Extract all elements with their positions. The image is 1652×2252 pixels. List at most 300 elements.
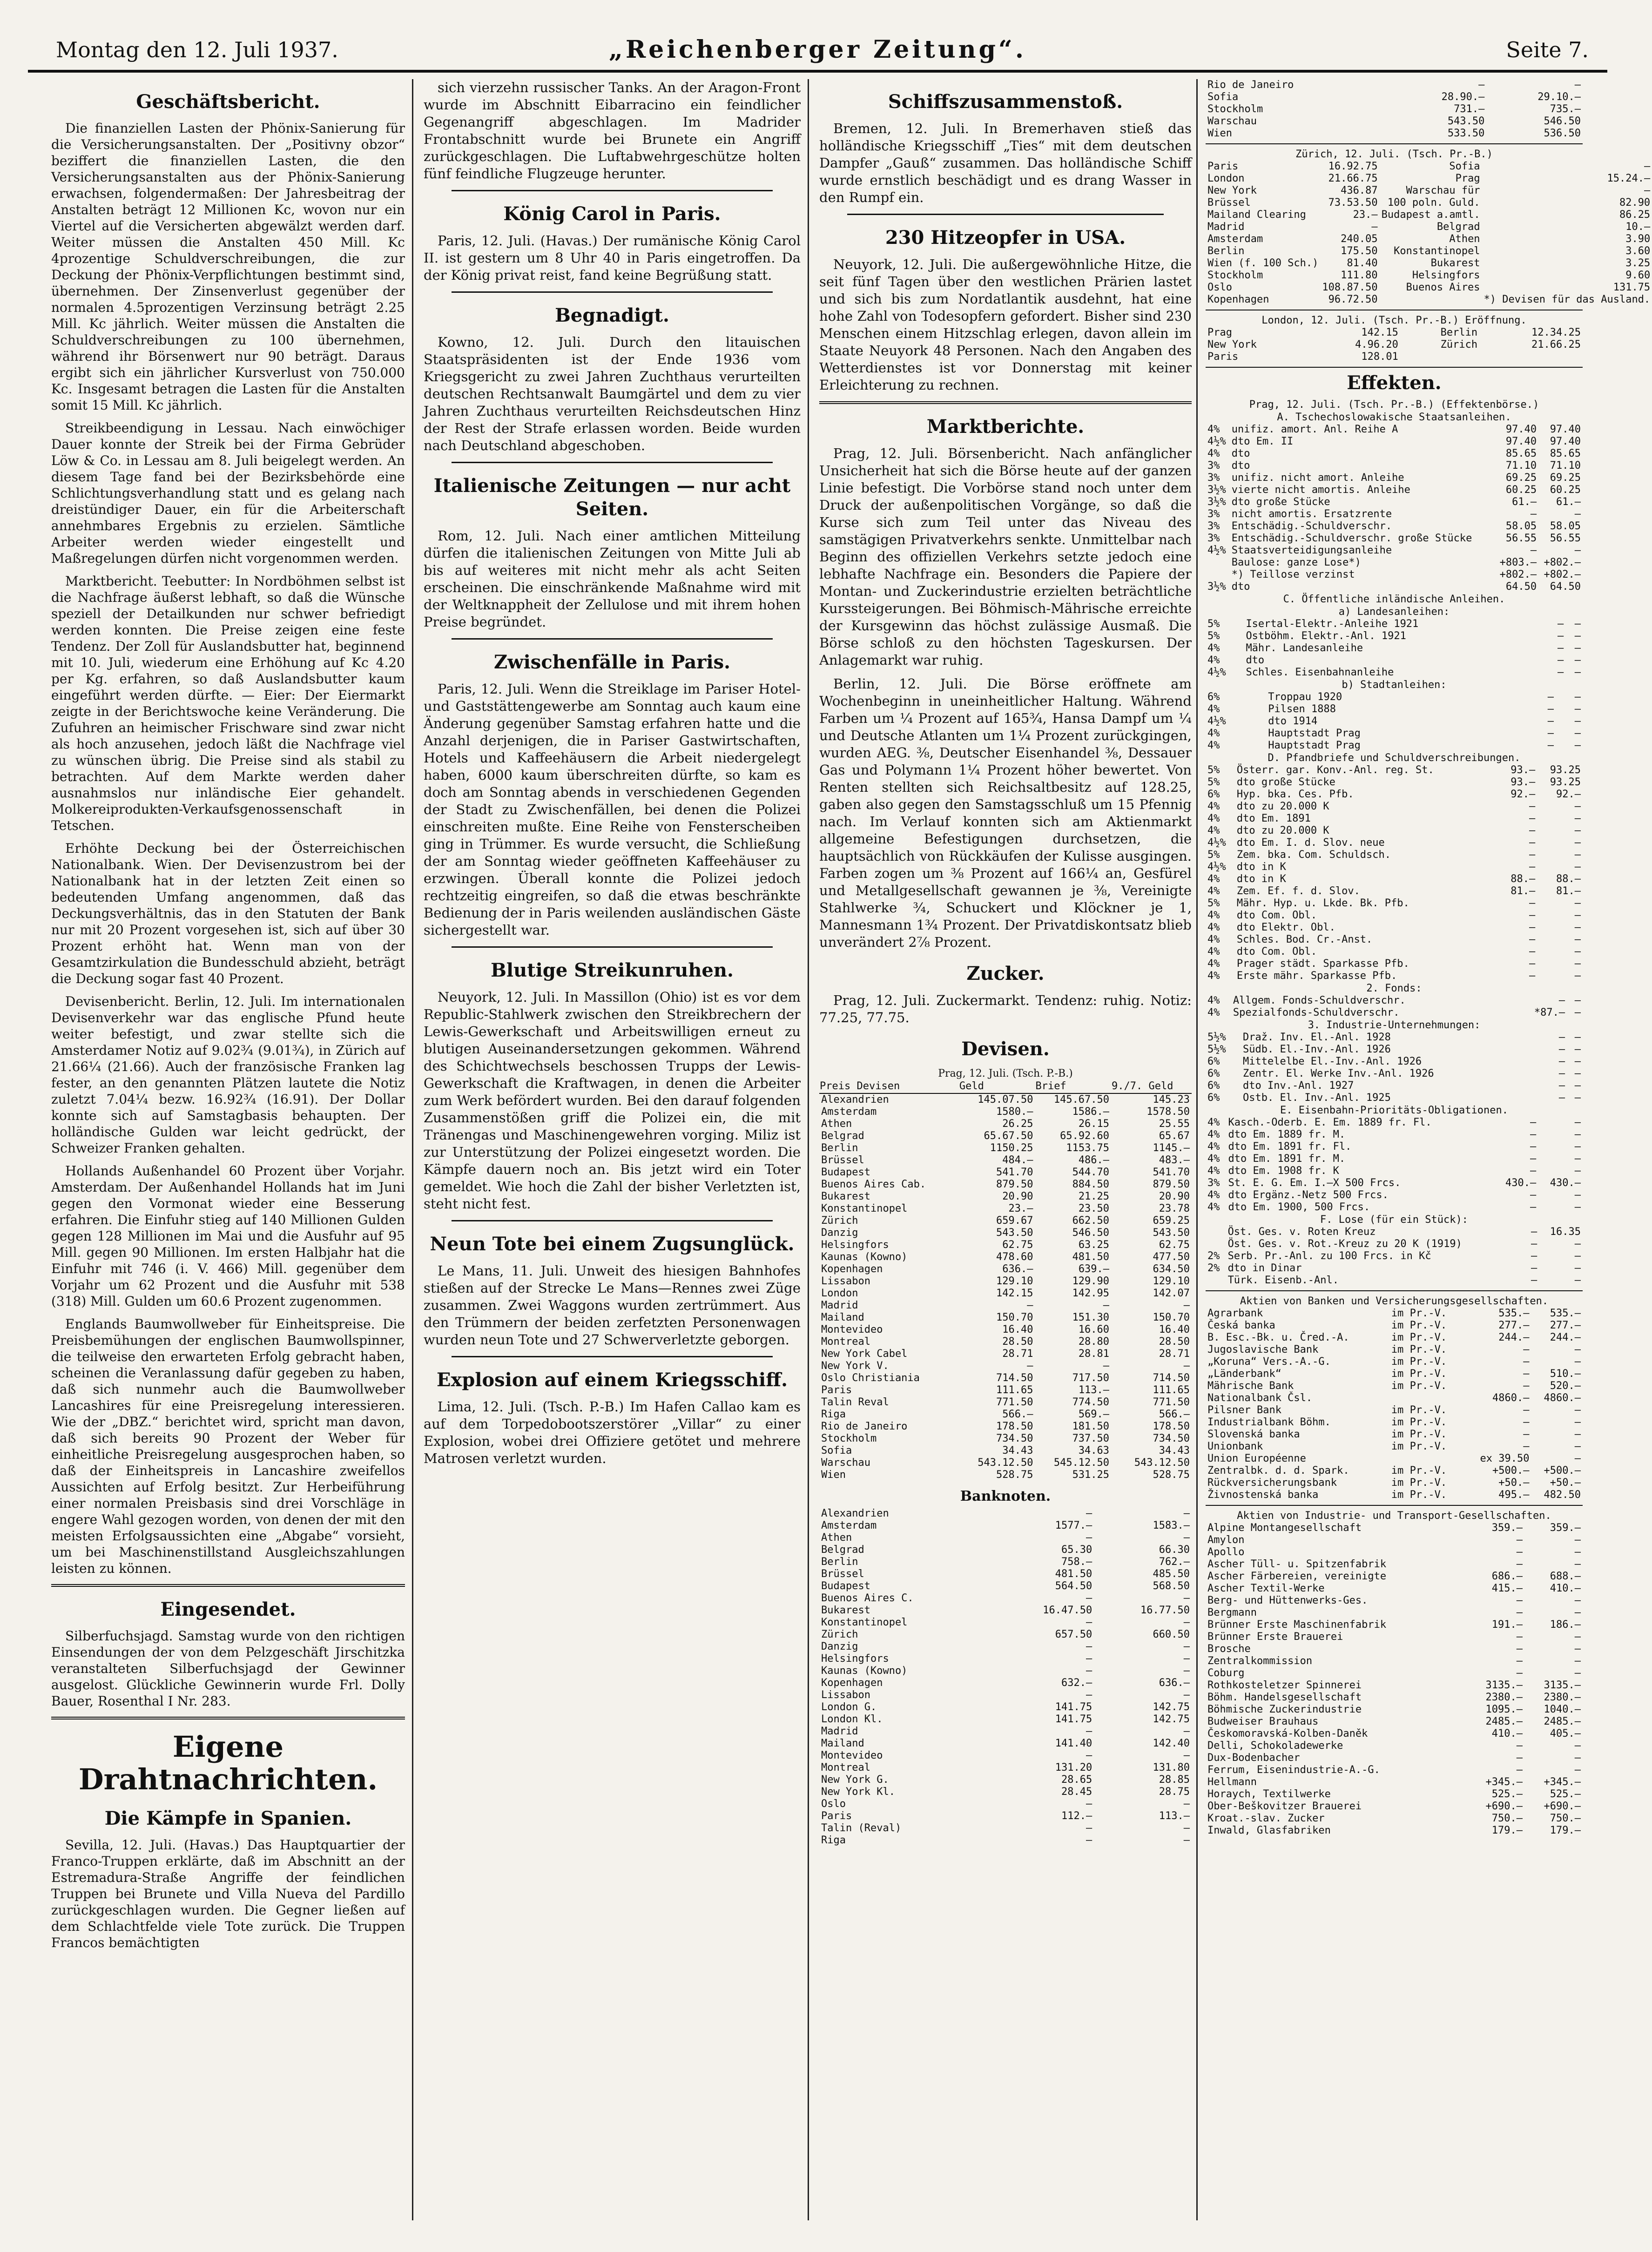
- table-cell: 4%: [1207, 1201, 1220, 1213]
- table-cell: Unionbank: [1207, 1441, 1263, 1452]
- table-cell: Amylon: [1207, 1534, 1245, 1546]
- table-cell: dto: [1231, 448, 1250, 459]
- table-cell: 4%: [1207, 740, 1220, 751]
- table-cell: —: [1574, 1044, 1581, 1055]
- table-row: [819, 1544, 1192, 1556]
- table-cell: 734.50: [996, 1433, 1033, 1444]
- table-cell: Budapest: [821, 1580, 870, 1592]
- table-row: [819, 1786, 1192, 1798]
- table-cell: —: [1523, 1416, 1530, 1428]
- table-row: [1206, 173, 1652, 185]
- table-cell: —: [1574, 1141, 1581, 1153]
- table-cell: —: [1183, 1532, 1190, 1544]
- table-cell: 34.43: [1159, 1445, 1190, 1456]
- table-row: [819, 1532, 1192, 1544]
- table-cell: 4%: [1207, 801, 1220, 812]
- table-cell: —: [1574, 1056, 1581, 1067]
- table-cell: 3%: [1207, 460, 1220, 472]
- table-cell: 4%: [1207, 885, 1220, 897]
- table-row: [819, 1227, 1192, 1239]
- table-cell: Mailand: [821, 1312, 864, 1323]
- table-cell: 566.—: [1002, 1409, 1033, 1420]
- table-row: [1206, 472, 1583, 484]
- section-rule: [819, 401, 1192, 404]
- table-cell: New York Cabel: [821, 1348, 908, 1360]
- table-cell: Slovenská banka: [1207, 1429, 1300, 1440]
- table-cell: Lissabon: [821, 1275, 870, 1287]
- table-row: [819, 1130, 1192, 1142]
- table-row: [1206, 424, 1583, 436]
- table-cell: 879.50: [996, 1179, 1033, 1190]
- table-row: [1206, 508, 1583, 520]
- column-header: Brief: [1035, 1080, 1111, 1093]
- table-row: [1206, 115, 1583, 128]
- table-cell: Stockholm: [821, 1433, 877, 1444]
- table-cell: 477.50: [1153, 1251, 1190, 1263]
- table-row: [1206, 1595, 1583, 1607]
- table-cell: im Pr.-V.: [1391, 1308, 1447, 1319]
- masthead: [28, 19, 1607, 73]
- table-cell: Ascher Tüll- u. Spitzenfabrik: [1207, 1558, 1387, 1570]
- table-cell: 97.40: [1550, 436, 1581, 447]
- table-cell: Schles. Eisenbahnanleihe: [1246, 667, 1394, 678]
- table-cell: —: [1547, 691, 1554, 703]
- lose-table: [1206, 1226, 1583, 1287]
- table-cell: [1380, 294, 1482, 306]
- table-cell: Paris: [821, 1810, 852, 1822]
- table-cell: Rothkosteletzer Spinnerei: [1207, 1679, 1362, 1691]
- table-row: [1206, 1141, 1583, 1153]
- table-row: [1206, 1716, 1583, 1728]
- table-row: [1206, 1465, 1583, 1477]
- table-row: [819, 1348, 1192, 1360]
- table-cell: —: [1183, 1665, 1190, 1677]
- table-row: [819, 1641, 1192, 1653]
- table-cell: [1206, 1238, 1226, 1250]
- section-rule: [51, 1584, 405, 1587]
- table-cell: 28.45: [1061, 1786, 1092, 1798]
- table-cell: dto Em. 1891: [1236, 813, 1311, 824]
- subsection-heading: Aktien von Industrie- und Transport-Gesellschaften.: [1237, 1510, 1551, 1522]
- table-cell: 2%: [1207, 1262, 1220, 1274]
- table-row: [819, 1312, 1192, 1324]
- table-cell: 28.50: [1002, 1336, 1033, 1348]
- table-cell: Dux-Bodenbacher: [1207, 1752, 1300, 1764]
- table-cell: 20.90: [1002, 1191, 1033, 1202]
- table-cell: 4%: [1207, 934, 1220, 945]
- table-cell: Bukarest: [821, 1191, 870, 1202]
- table-cell: Riga: [821, 1409, 846, 1420]
- table-cell: dto Em. 1908 fr. K: [1228, 1165, 1339, 1177]
- table-cell: 86.25: [1619, 209, 1651, 221]
- table-cell: Schles. Bod. Cr.-Anst.: [1236, 934, 1373, 945]
- table-row: [819, 1251, 1192, 1263]
- table-cell: 129.10: [996, 1275, 1033, 1287]
- table-cell: unifiz. amort. Anl. Reihe A: [1231, 424, 1398, 435]
- table-cell: [1479, 351, 1583, 363]
- table-cell: 5%: [1207, 897, 1220, 909]
- table-cell: —: [1574, 1356, 1581, 1368]
- table-cell: 735.—: [1550, 103, 1581, 115]
- table-cell: —: [1558, 642, 1564, 654]
- table-row: [1206, 1226, 1583, 1238]
- table-cell: 65.67: [1159, 1130, 1190, 1142]
- section-heading: Geschäftsbericht.: [136, 91, 320, 113]
- table-cell: 564.50: [1055, 1580, 1092, 1592]
- table-cell: Konstantinopel: [821, 1617, 908, 1628]
- table-cell: 23.78: [1159, 1203, 1190, 1214]
- table-cell: dto Em. 1891 fr. Fl.: [1228, 1141, 1352, 1153]
- table-cell: +50.—: [1498, 1477, 1530, 1489]
- table-cell: 28.90.—: [1441, 91, 1485, 103]
- table-cell: —: [1574, 1189, 1581, 1201]
- table-cell: —: [1183, 1653, 1190, 1665]
- table-cell: Industrialbank Böhm.: [1207, 1416, 1331, 1428]
- table-cell: 93.25: [1550, 764, 1581, 776]
- table-cell: 244.—: [1498, 1332, 1530, 1343]
- table-cell: —: [1086, 1617, 1092, 1628]
- table-cell: 4%: [1207, 1117, 1220, 1128]
- table-row: [1206, 128, 1583, 140]
- table-cell: 1578.50: [1146, 1106, 1190, 1118]
- table-row: [1206, 789, 1583, 801]
- table-cell: 16.35: [1550, 1226, 1581, 1238]
- column-4: [1206, 79, 1651, 2220]
- table-cell: Ober-Beškovitzer Brauerei: [1207, 1800, 1362, 1812]
- table-cell: *87.—: [1534, 1007, 1565, 1018]
- table-cell: Mittelelbe El.-Inv.-Anl. 1926: [1243, 1056, 1422, 1067]
- table-cell: 3.60: [1625, 245, 1651, 257]
- table-cell: —: [1086, 1665, 1092, 1677]
- table-cell: im Pr.-V.: [1391, 1416, 1447, 1428]
- table-cell: im Pr.-V.: [1391, 1477, 1447, 1489]
- article-paragraph: Prag, 12. Juli. Börsenbericht. Nach anfänglicher Unsicherheit hat sich die Börse heute auf der ganzen Linie befestigt. Die Vorbörse stand noch unter dem Druck der außenpolitischen Vorgänge, so daß die Kurse sich zum Teil unter das Niveau des samstägigen Privatverkehrs senkte. Unmittelbar nach Beginn des offiziellen Verkehrs setzte jedoch eine lebhafte Nachfrage ein. Besonders die Papiere der Montan- und Zuckerindustrie erzielten beträchtliche Kurssteigerungen. Bei Böhmisch-Mährische erreichte der Kursgewinn das höchst zulässige Ausmaß. Die Börse schloß zu den höchsten Tageskursen. Der Anlagemarkt war ruhig.: [819, 445, 1192, 668]
- table-cell: —: [1547, 715, 1554, 727]
- table-cell: —: [1574, 1546, 1581, 1558]
- table-cell: 359.—: [1491, 1522, 1523, 1534]
- table-cell: —: [1086, 1653, 1092, 1665]
- table-cell: —: [1183, 1689, 1190, 1701]
- table-cell: —: [1086, 1834, 1092, 1846]
- table-cell: 1153.75: [1066, 1142, 1110, 1154]
- table-row: [819, 1568, 1192, 1580]
- table-cell: London: [1207, 173, 1245, 184]
- table-cell: 34.43: [1002, 1445, 1033, 1456]
- table-cell: 65.30: [1061, 1544, 1092, 1556]
- table-cell: Mähr. Landesanleihe: [1246, 642, 1363, 654]
- table-cell: 277.—: [1498, 1320, 1530, 1331]
- table-cell: —: [1529, 861, 1536, 873]
- table-cell: 3.90: [1625, 233, 1651, 245]
- table-cell: dto Com. Obl.: [1236, 910, 1317, 921]
- table-cell: 436.87: [1341, 185, 1378, 196]
- subsection-heading: 3. Industrie-Unternehmungen:: [1308, 1019, 1481, 1031]
- table-cell: 111.80: [1341, 270, 1378, 281]
- table-cell: 4%: [1207, 958, 1220, 970]
- table-cell: —: [1574, 813, 1581, 824]
- table-cell: —: [1574, 1453, 1581, 1464]
- table-cell: 21.25: [1078, 1191, 1110, 1202]
- table-cell: 10.—: [1625, 221, 1651, 233]
- table-row: [819, 1822, 1192, 1834]
- table-cell: 566.—: [1159, 1409, 1190, 1420]
- table-row: [819, 1288, 1192, 1300]
- article-paragraph: Prag, 12. Juli. Zuckermarkt. Tendenz: ruhig. Notiz: 77.25, 77.75.: [819, 992, 1192, 1025]
- table-cell: 34.63: [1078, 1445, 1110, 1456]
- table-cell: +500.—: [1492, 1465, 1530, 1477]
- table-cell: Mährische Bank: [1207, 1380, 1294, 1392]
- table-cell: Ostböhm. Elektr.-Anl. 1921: [1246, 630, 1406, 642]
- table-cell: Troppau 1920: [1268, 691, 1342, 703]
- table-cell: Talin (Reval): [821, 1822, 902, 1834]
- table-cell: Rückversicherungsbank: [1207, 1477, 1337, 1489]
- table-cell: 6%: [1207, 1080, 1220, 1092]
- table-row: [819, 1520, 1192, 1532]
- landesanleihen-table: [1206, 618, 1583, 679]
- table-row: [1206, 161, 1652, 173]
- table-row: [1206, 995, 1583, 1007]
- article-paragraph: Bremen, 12. Juli. In Bremerhaven stieß das holländische Kriegsschiff „Ties“ mit dem deutschen Dampfer „Gauß“ zusammen. Das holländische Schiff wurde ernstlich beschädigt und es drang Wasser in den Rumpf ein.: [819, 121, 1192, 205]
- table-cell: 23.50: [1078, 1203, 1110, 1214]
- table-cell: Kasch.-Oderb. E. Em. 1889 fr. Fl.: [1228, 1117, 1432, 1128]
- table-cell: 535.—: [1498, 1308, 1530, 1319]
- table-cell: Zürich: [821, 1215, 858, 1227]
- table-cell: —: [1574, 849, 1581, 861]
- article-paragraph: Neuyork, 12. Juli. In Massillon (Ohio) ist es vor dem Republic-Stahlwerk zwischen den Streikbrechern der Lewis-Gewerkschaft und Arbeitswilligen erneut zu blutigen Auseinandersetzungen gekommen. Während des Schichtwechsels beschossen Trupps der Lewis-Gewerkschaft die Kraftwagen, in denen die Arbeiter zum Werk befördert wurden. Bei den darauf folgenden Zusammenstößen griff die Polizei ein, die mit Tränengas und Maschinengewehren vorging. Miliz ist zur Unterstützung der Polizei eingesetzt worden. Die Kämpfe dauern noch an. Bis jetzt wird ein Toter gemeldet. Wie hoch die Zahl der bisher Verletzten ist, steht nicht fest.: [424, 989, 801, 1212]
- table-cell: 4%: [1207, 910, 1220, 921]
- table-cell: 92.—: [1556, 789, 1581, 800]
- table-cell: 3%: [1207, 520, 1220, 532]
- table-rule: [1206, 367, 1583, 368]
- table-cell: 771.50: [1153, 1396, 1190, 1408]
- table-row: [1206, 1032, 1583, 1044]
- table-cell: 73.53.50: [1328, 197, 1378, 209]
- table-cell: 1040.—: [1544, 1704, 1581, 1715]
- table-cell: Serb. Pr.-Anl. zu 100 Frcs. in Kč: [1227, 1250, 1431, 1262]
- table-cell: Madrid: [821, 1726, 858, 1737]
- table-row: [1206, 103, 1583, 115]
- table-row: [1206, 1080, 1583, 1092]
- table-cell: 4½%: [1207, 715, 1226, 727]
- table-cell: —: [1086, 1508, 1092, 1519]
- table-cell: 2485.—: [1544, 1716, 1581, 1727]
- table-row: [1206, 1356, 1583, 1368]
- table-row: [1206, 934, 1583, 946]
- table-cell: 482.50: [1544, 1489, 1581, 1501]
- article-paragraph: Marktbericht. Teebutter: In Nordböhmen selbst ist die Nachfrage äußerst lebhaft, so daß die Wünsche speziell der Detailkunden nur schwer befriedigt werden konnten. Die Preise zeigen eine feste Tendenz. Der Zoll für Auslandsbutter hat, beginnend mit 10. Juli, wiederum eine Erhöhung auf Kc 4.20 per Kg. erfahren, so daß Auslandsbutter kaum eingeführt werden dürfte. — Eier: Der Eiermarkt zeigte in der Berichtswoche keine Veränderung. Die Zufuhren an heimischer Frischware sind zwar nicht als hoch anzusehen, jedoch läßt die Nachfrage viel zu wünschen übrig. Die Preise sind als stabil zu betrachten. Auf dem Markte werden daher ausnahmslos nur inländische Eier gehandelt. Molkereiprodukten-Verkaufsgenossenschaft in Tetschen.: [51, 573, 405, 833]
- table-cell: 6%: [1207, 1056, 1220, 1067]
- table-row: [1206, 958, 1583, 970]
- table-row: [819, 1324, 1192, 1336]
- table-cell: 20.90: [1159, 1191, 1190, 1202]
- table-cell: 96.72.50: [1328, 294, 1378, 305]
- table-cell: +500.—: [1544, 1465, 1581, 1477]
- table-row: [819, 1275, 1192, 1288]
- article-rule: [452, 190, 773, 191]
- table-cell: —: [1183, 1592, 1190, 1604]
- column-header: Geld: [959, 1080, 1035, 1093]
- table-cell: Českomoravská-Kolben-Daněk: [1207, 1728, 1368, 1740]
- table-cell: 758.—: [1061, 1556, 1092, 1568]
- table-cell: Warschau für: [1406, 185, 1480, 196]
- table-cell: 88.—: [1510, 873, 1536, 885]
- table-cell: 4%: [1207, 448, 1220, 459]
- table-cell: 3135.—: [1544, 1679, 1581, 1691]
- table-row: [819, 1396, 1192, 1409]
- table-row: [819, 1701, 1192, 1713]
- article-paragraph: Neuyork, 12. Juli. Die außergewöhnliche Hitze, die seit fünf Tagen über den westlichen Prärien lastet und sich bis zum Nordatlantik ausdehnt, hat eine hohe Zahl von Todesopfern gefordert. Bisher sind 230 Menschen einem Hitzschlag erlegen, davon allein im Staate Neuyork 48 Personen. Nach den Angaben des Wetterdienstes ist vor Donnerstag mit keiner Erleichterung zu rechnen.: [819, 256, 1192, 393]
- table-row: [819, 1215, 1192, 1227]
- table-row: [1206, 1344, 1583, 1356]
- table-row: [1206, 1238, 1583, 1250]
- table-cell: —: [1574, 1080, 1581, 1092]
- table-cell: Bukarest: [821, 1605, 870, 1616]
- devisen-header: Prag, 12. Juli. (Tsch. P.-B.): [938, 1068, 1073, 1079]
- table-cell: —: [1478, 79, 1485, 91]
- table-cell: [1389, 1453, 1464, 1465]
- table-cell: Sofia: [1207, 91, 1239, 103]
- table-cell: 415.—: [1491, 1583, 1523, 1594]
- column-header: 9./7. Geld: [1111, 1080, 1192, 1093]
- table-cell: —: [1086, 1750, 1092, 1761]
- table-cell: 543.50: [1447, 115, 1485, 127]
- table-row: [1206, 1092, 1583, 1104]
- table-row: [1206, 1044, 1583, 1056]
- article-headline: Neun Tote bei einem Zugsunglück.: [430, 1233, 795, 1255]
- table-cell: —: [1574, 1429, 1581, 1440]
- table-cell: 717.50: [1072, 1372, 1110, 1384]
- table-cell: dto in K: [1236, 873, 1286, 885]
- table-row: [1206, 245, 1652, 257]
- table-row: [1206, 630, 1583, 642]
- table-cell: 686.—: [1491, 1571, 1523, 1582]
- table-cell: 545.12.50: [1053, 1457, 1110, 1469]
- table-cell: 178.50: [996, 1421, 1033, 1432]
- table-cell: Horaych, Textilwerke: [1207, 1788, 1331, 1800]
- table-cell: Zem. bka. Com. Schuldsch.: [1236, 849, 1391, 861]
- table-cell: dto Inv.-Anl. 1927: [1243, 1080, 1354, 1092]
- table-row: [1206, 1534, 1583, 1546]
- table-cell: —: [1523, 1429, 1530, 1440]
- table-cell: 21.66.75: [1328, 173, 1378, 184]
- table-cell: 2485.—: [1485, 1716, 1523, 1727]
- table-cell: Berg- und Hüttenwerks-Ges.: [1207, 1595, 1368, 1606]
- table-cell: 16.60: [1078, 1324, 1110, 1335]
- article-rule: [452, 462, 773, 463]
- table-cell: New York G.: [821, 1774, 889, 1786]
- table-cell: 662.50: [1072, 1215, 1110, 1227]
- table-cell: 4%: [1207, 922, 1220, 933]
- table-cell: Madrid: [821, 1300, 858, 1311]
- table-cell: Türk. Eisenb.-Anl.: [1227, 1274, 1339, 1286]
- subsection-heading: a) Landesanleihen:: [1338, 606, 1450, 618]
- table-row: [1206, 327, 1583, 339]
- table-cell: Ostb. El. Inv.-Anl. 1925: [1243, 1092, 1391, 1104]
- table-cell: Stockholm: [1207, 270, 1263, 281]
- table-cell: 5%: [1207, 776, 1220, 788]
- table-cell: 1577.—: [1055, 1520, 1092, 1531]
- table-cell: Danzig: [821, 1227, 858, 1239]
- section-heading: Eigene Drahtnachrichten.: [78, 1730, 378, 1796]
- table-cell: 359.—: [1550, 1522, 1581, 1534]
- table-row: [819, 1580, 1192, 1592]
- table-row: [819, 1508, 1192, 1520]
- table-cell: 543.12.50: [978, 1457, 1033, 1469]
- table-cell: Stockholm: [1207, 103, 1263, 115]
- table-cell: dto in K: [1236, 861, 1286, 873]
- table-cell: 58.05: [1505, 520, 1537, 532]
- table-cell: 64.50: [1505, 581, 1537, 593]
- pfandbriefe-table: [1206, 764, 1583, 982]
- issue-date: Montag den 12. Juli 1937.: [56, 37, 338, 62]
- table-cell: 6%: [1207, 1092, 1220, 1104]
- table-cell: —: [1531, 1250, 1537, 1262]
- table-row: [1206, 1740, 1583, 1752]
- table-cell: 485.50: [1153, 1568, 1190, 1580]
- table-cell: —: [1574, 1752, 1581, 1764]
- table-cell: 113.—: [1078, 1384, 1110, 1396]
- table-row: [1206, 460, 1583, 472]
- table-cell: Delli, Schokoladewerke: [1207, 1740, 1343, 1752]
- subsection-heading: D. Pfandbriefe und Schuldverschreibungen.: [1268, 752, 1521, 764]
- table-cell: Brüssel: [1207, 197, 1251, 209]
- article-headline: 230 Hitzeopfer in USA.: [885, 227, 1126, 249]
- table-cell: 525.—: [1491, 1788, 1523, 1800]
- table-cell: Pilsen 1888: [1268, 703, 1336, 715]
- table-cell: [1389, 1392, 1464, 1404]
- table-cell: Budapest a.amtl.: [1381, 209, 1480, 221]
- table-cell: —: [1574, 715, 1581, 727]
- table-cell: ex 39.50: [1480, 1453, 1530, 1464]
- table-cell: 544.70: [1072, 1166, 1110, 1178]
- table-cell: Spezialfonds-Schuldverschr.: [1233, 1007, 1400, 1018]
- table-cell: Isertal-Elektr.-Anleihe 1921: [1246, 618, 1419, 630]
- table-row: [1206, 1068, 1583, 1080]
- table-cell: —: [1523, 1380, 1530, 1392]
- table-cell: [1206, 1226, 1226, 1238]
- table-cell: Draž. Inv. El.-Anl. 1928: [1243, 1032, 1391, 1043]
- table-cell: 131.20: [1055, 1762, 1092, 1773]
- table-row: [1206, 1477, 1583, 1489]
- table-cell: —: [1516, 1667, 1523, 1679]
- table-cell: 634.50: [1153, 1263, 1190, 1275]
- table-cell: Madrid: [1207, 221, 1245, 233]
- table-row: [1206, 1429, 1583, 1441]
- table-cell: dto große Stücke: [1231, 496, 1330, 508]
- table-cell: 4%: [1207, 1007, 1220, 1018]
- table-cell: —: [1529, 813, 1536, 824]
- table-cell: Belgrad: [821, 1544, 864, 1556]
- table-cell: Prager städt. Sparkasse Pfb.: [1236, 958, 1409, 970]
- table-cell: —: [1547, 728, 1554, 739]
- section-heading: Devisen.: [961, 1038, 1050, 1060]
- table-cell: Belgrad: [1436, 221, 1480, 233]
- table-cell: Mähr. Hyp. u. Lkde. Bk. Pfb.: [1236, 897, 1409, 909]
- table-cell: Helsingfors: [821, 1653, 889, 1665]
- table-row: [1206, 910, 1583, 922]
- table-cell: Ascher Textil-Werke: [1207, 1583, 1325, 1594]
- table-cell: —: [1574, 1092, 1581, 1104]
- table-cell: dto Em. I. d. Slov. neue: [1236, 837, 1385, 849]
- table-cell: Danzig: [821, 1641, 858, 1652]
- table-row: [1206, 1764, 1583, 1776]
- table-row: [1206, 618, 1583, 630]
- table-cell: —: [1103, 1360, 1110, 1372]
- table-row: [819, 1239, 1192, 1251]
- table-cell: —: [1516, 1607, 1523, 1618]
- table-row: [819, 1154, 1192, 1166]
- table-row: [819, 1360, 1192, 1372]
